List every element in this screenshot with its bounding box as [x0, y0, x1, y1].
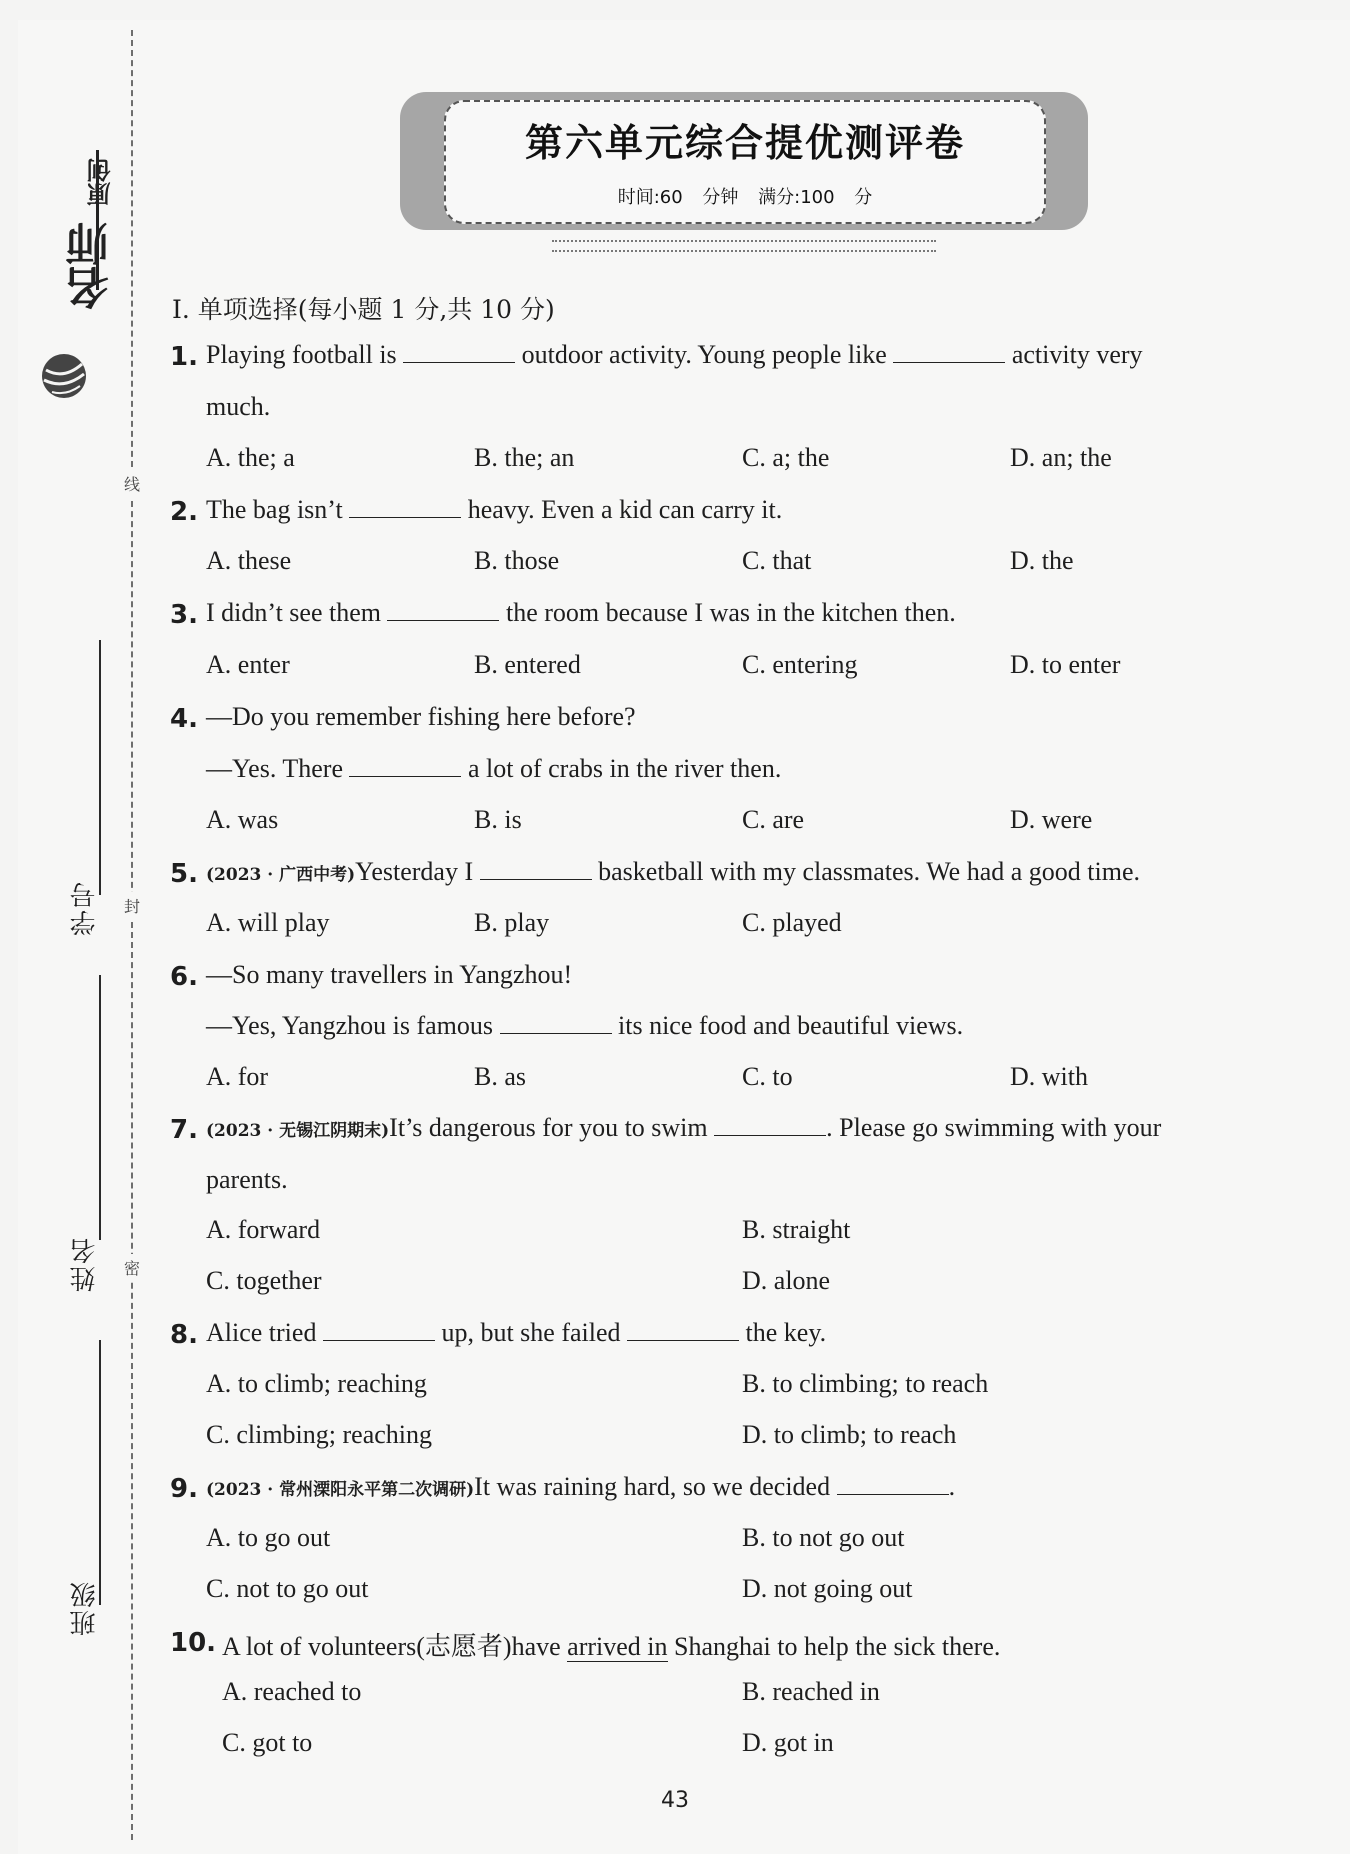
option: B. as — [474, 1062, 526, 1091]
question-text: It was raining hard, so we decided . — [474, 1472, 956, 1501]
answer-blank — [349, 495, 461, 518]
option: D. an; the — [1010, 443, 1112, 472]
logo-main-text: 名师 — [66, 222, 117, 310]
option: B. to not go out — [742, 1523, 905, 1552]
question-number: 3. — [170, 600, 198, 630]
student-id-label: 学号 — [70, 880, 100, 936]
name-label: 姓名 — [70, 1236, 100, 1292]
class-label: 班级 — [70, 1580, 100, 1636]
question-text: —Do you remember fishing here before? — [206, 702, 636, 731]
page-title: 第六单元综合提优测评卷 — [524, 121, 965, 165]
option: A. for — [206, 1062, 269, 1091]
option: B. the; an — [474, 443, 575, 472]
exam-time-score: 时间:60 分钟 满分:100 分 — [617, 187, 873, 208]
option: C. together — [206, 1266, 322, 1295]
option: C. are — [742, 805, 805, 834]
option: B. to climbing; to reach — [742, 1369, 989, 1398]
option: D. were — [1010, 805, 1093, 834]
question-number: 2. — [170, 497, 198, 527]
option: C. got to — [222, 1728, 313, 1757]
question-text: much. — [206, 392, 271, 421]
title-banner-inner — [444, 100, 1046, 224]
answer-blank — [403, 340, 515, 363]
binding-cut-line — [131, 30, 133, 1840]
name-line — [99, 975, 101, 1240]
option: A. to go out — [206, 1523, 331, 1552]
binding-char-seal: 封 — [124, 892, 140, 919]
question-text: parents. — [206, 1165, 288, 1194]
question-source: (2023 · 常州溧阳永平第二次调研) — [206, 1480, 475, 1500]
question-number: 7. — [170, 1115, 198, 1145]
option: D. got in — [742, 1728, 834, 1757]
binding-char-line: 线 — [124, 470, 140, 497]
student-id-line — [99, 640, 101, 895]
answer-blank — [627, 1318, 739, 1341]
question-text: I didn’t see them the room because I was in the kitchen then. — [206, 598, 956, 627]
section-heading: Ⅰ. 单项选择(每小题 1 分,共 10 分) — [172, 295, 555, 324]
question-number: 10. — [170, 1628, 217, 1658]
answer-blank — [500, 1011, 612, 1034]
answer-blank — [387, 598, 499, 621]
underlined-phrase: arrived in — [567, 1632, 668, 1661]
option: B. play — [474, 908, 550, 937]
question-line — [206, 857, 1140, 887]
option: B. reached in — [742, 1677, 880, 1706]
answer-blank — [349, 754, 461, 777]
question-text: A lot of volunteers(志愿者)have arrived in Shanghai to help the sick there. — [222, 1632, 1001, 1661]
question-number: 6. — [170, 962, 198, 992]
option: C. not to go out — [206, 1574, 369, 1603]
page-number: 43 — [661, 1788, 689, 1813]
option: C. entering — [742, 650, 858, 679]
question-source: (2023 · 无锡江阴期末) — [206, 1121, 390, 1141]
question-text: Alice tried up, but she failed the key. — [206, 1318, 827, 1347]
title-dots-1 — [552, 240, 936, 242]
option: B. is — [474, 805, 522, 834]
option: D. to enter — [1010, 650, 1121, 679]
question-source: (2023 · 广西中考) — [206, 865, 356, 885]
option: A. these — [206, 546, 292, 575]
logo-sub-text: 原创 — [87, 158, 115, 206]
question-number: 4. — [170, 704, 198, 734]
option: B. straight — [742, 1215, 851, 1244]
answer-blank — [323, 1318, 435, 1341]
question-line — [206, 1113, 1161, 1143]
question-number: 5. — [170, 859, 198, 889]
question-text: Yesterday I basketball with my classmates. We had a good time. — [355, 857, 1140, 886]
question-number: 8. — [170, 1320, 198, 1350]
option: C. climbing; reaching — [206, 1420, 433, 1449]
question-text: —Yes. There a lot of crabs in the river then. — [206, 754, 782, 783]
question-text: Playing football is outdoor activity. Young people like activity very — [206, 340, 1143, 369]
answer-blank — [480, 857, 592, 880]
option: C. a; the — [742, 443, 830, 472]
answer-blank — [893, 340, 1005, 363]
logo-ball-icon — [38, 350, 90, 402]
option: D. the — [1010, 546, 1074, 575]
answer-blank — [714, 1113, 826, 1136]
option: C. played — [742, 908, 842, 937]
option: A. reached to — [222, 1677, 362, 1706]
option: A. was — [206, 805, 279, 834]
title-dots-2 — [552, 250, 936, 252]
option: C. that — [742, 546, 812, 575]
option: A. the; a — [206, 443, 295, 472]
option: C. to — [742, 1062, 793, 1091]
option: D. alone — [742, 1266, 831, 1295]
option: B. those — [474, 546, 560, 575]
question-text: —Yes, Yangzhou is famous its nice food and beautiful views. — [206, 1011, 964, 1040]
answer-blank — [837, 1472, 949, 1495]
question-number: 1. — [170, 342, 198, 372]
option: D. with — [1010, 1062, 1088, 1091]
question-text: The bag isn’t heavy. Even a kid can carry it. — [206, 495, 783, 524]
option: B. entered — [474, 650, 581, 679]
question-text: It’s dangerous for you to swim . Please go swimming with your — [389, 1113, 1162, 1142]
question-number: 9. — [170, 1474, 198, 1504]
option: A. enter — [206, 650, 290, 679]
option: A. to climb; reaching — [206, 1369, 427, 1398]
question-line — [206, 1472, 955, 1502]
option: A. forward — [206, 1215, 321, 1244]
question-text: —So many travellers in Yangzhou! — [206, 960, 573, 989]
binding-char-secret: 密 — [124, 1254, 140, 1281]
option: D. to climb; to reach — [742, 1420, 957, 1449]
option: D. not going out — [742, 1574, 913, 1603]
class-line — [99, 1340, 101, 1605]
option: A. will play — [206, 908, 330, 937]
